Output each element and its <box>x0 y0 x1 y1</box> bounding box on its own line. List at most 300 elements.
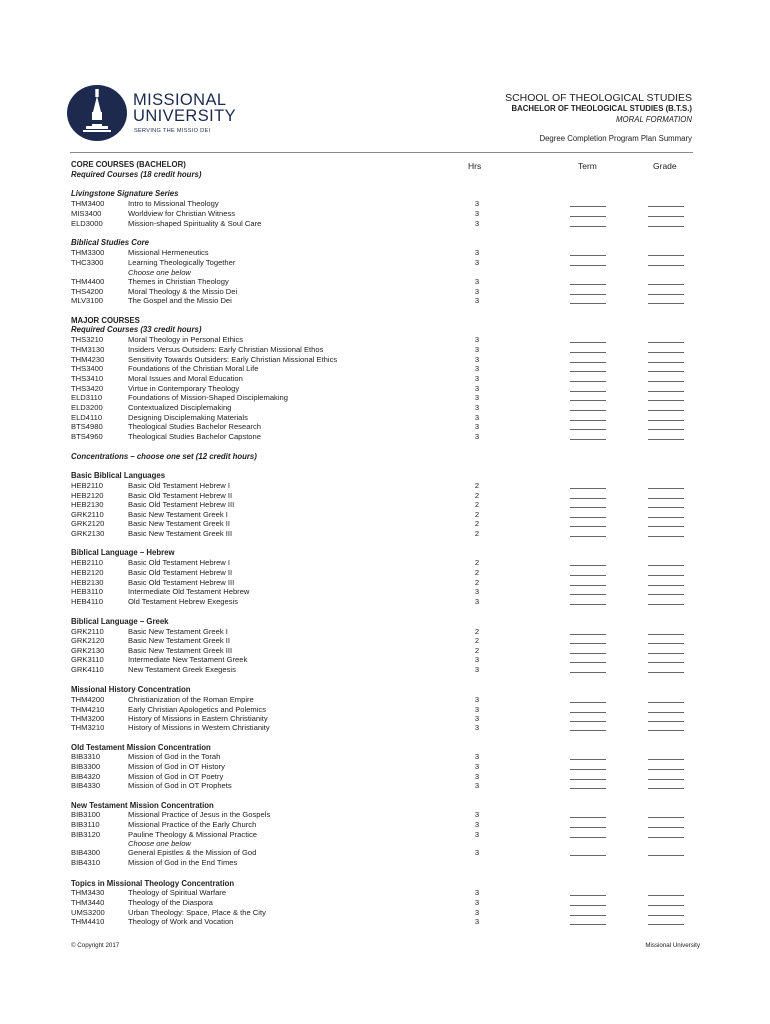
grade-blank-field[interactable] <box>648 393 684 401</box>
grade-blank-field[interactable] <box>648 908 684 916</box>
course-hours: 3 <box>474 830 480 839</box>
grade-blank-field[interactable] <box>648 364 684 372</box>
course-title: Intro to Missional Theology <box>128 199 219 208</box>
grade-blank-field[interactable] <box>648 287 684 295</box>
grade-blank-field[interactable] <box>648 695 684 703</box>
course-code: UMS3200 <box>71 908 105 917</box>
grade-blank-field[interactable] <box>648 529 684 537</box>
course-row <box>0 529 770 539</box>
course-code: HEB2120 <box>71 491 104 500</box>
course-hours: 2 <box>474 627 480 636</box>
course-code: HEB2120 <box>71 568 104 577</box>
course-title: Urban Theology: Space, Place & the City <box>128 908 266 917</box>
course-hours: 2 <box>474 558 480 567</box>
term-blank-field[interactable] <box>570 752 606 760</box>
course-hours: 3 <box>474 374 480 383</box>
course-title: Christianization of the Roman Empire <box>128 695 254 704</box>
term-blank-field[interactable] <box>570 335 606 343</box>
term-blank-field[interactable] <box>570 627 606 635</box>
course-code: GRK2120 <box>71 519 105 528</box>
course-hours: 3 <box>474 258 480 267</box>
course-code: THM4200 <box>71 695 105 704</box>
course-hours: 2 <box>474 500 480 509</box>
grade-blank-field[interactable] <box>648 762 684 770</box>
grade-blank-field[interactable] <box>648 627 684 635</box>
course-code: GRK2130 <box>71 529 105 538</box>
course-row <box>0 888 770 898</box>
course-row <box>0 781 770 791</box>
section-subheading: Required Courses (18 credit hours) <box>71 170 202 179</box>
choose-one-label: Choose one below <box>128 839 191 848</box>
course-row <box>0 917 770 927</box>
grade-blank-field[interactable] <box>648 597 684 605</box>
course-code: THM3300 <box>71 248 105 257</box>
term-blank-field[interactable] <box>570 199 606 207</box>
grade-blank-field[interactable] <box>648 296 684 304</box>
term-blank-field[interactable] <box>570 723 606 731</box>
term-blank-field[interactable] <box>570 364 606 372</box>
course-hours: 3 <box>474 345 480 354</box>
course-title: Virtue in Contemporary Theology <box>128 384 240 393</box>
course-title: Insiders Versus Outsiders: Early Christian Missional Ethos <box>128 345 324 354</box>
term-blank-field[interactable] <box>570 558 606 566</box>
section-subheading: Required Courses (33 credit hours) <box>71 325 202 334</box>
term-blank-field[interactable] <box>570 665 606 673</box>
logo-line1: MISSIONAL <box>133 91 227 109</box>
grade-blank-field[interactable] <box>648 219 684 227</box>
term-blank-field[interactable] <box>570 258 606 266</box>
course-hours: 3 <box>474 384 480 393</box>
course-hours: 2 <box>474 636 480 645</box>
grade-blank-field[interactable] <box>648 781 684 789</box>
course-hours: 2 <box>474 510 480 519</box>
term-blank-field[interactable] <box>570 355 606 363</box>
concentration-heading: New Testament Mission Concentration <box>71 801 214 810</box>
term-blank-field[interactable] <box>570 898 606 906</box>
course-row <box>0 597 770 607</box>
course-row <box>0 810 770 820</box>
term-blank-field[interactable] <box>570 888 606 896</box>
course-code: BIB3300 <box>71 762 101 771</box>
term-blank-field[interactable] <box>570 848 606 856</box>
course-code: HEB2110 <box>71 481 103 490</box>
term-blank-field[interactable] <box>570 422 606 430</box>
section-subheading: Livingstone Signature Series <box>71 189 179 198</box>
grade-blank-field[interactable] <box>648 568 684 576</box>
course-hours: 2 <box>474 519 480 528</box>
course-hours: 2 <box>474 529 480 538</box>
course-row <box>0 636 770 646</box>
course-code: THS3400 <box>71 364 104 373</box>
grade-blank-field[interactable] <box>648 374 684 382</box>
course-row <box>0 519 770 529</box>
course-hours: 3 <box>474 335 480 344</box>
term-blank-field[interactable] <box>570 519 606 527</box>
course-row <box>0 481 770 491</box>
school-title: SCHOOL OF THEOLOGICAL STUDIES <box>505 92 692 104</box>
course-code: GRK2130 <box>71 646 105 655</box>
term-blank-field[interactable] <box>570 500 606 508</box>
term-blank-field[interactable] <box>570 432 606 440</box>
term-blank-field[interactable] <box>570 287 606 295</box>
course-hours: 3 <box>474 364 480 373</box>
course-code: THM3130 <box>71 345 105 354</box>
course-code: THM4210 <box>71 705 105 714</box>
course-hours: 3 <box>474 209 480 218</box>
course-row <box>0 695 770 705</box>
course-title: Basic New Testament Greek II <box>128 519 230 528</box>
grade-blank-field[interactable] <box>648 413 684 421</box>
term-blank-field[interactable] <box>570 345 606 353</box>
term-blank-field[interactable] <box>570 491 606 499</box>
grade-blank-field[interactable] <box>648 277 684 285</box>
course-code: HEB4110 <box>71 597 103 606</box>
course-code: HEB3110 <box>71 587 103 596</box>
course-hours: 3 <box>474 413 480 422</box>
course-title: Basic New Testament Greek III <box>128 529 233 538</box>
course-title: Sensitivity Towards Outsiders: Early Christian Missional Ethics <box>128 355 338 364</box>
course-hours: 3 <box>474 848 480 857</box>
course-code: BTS4960 <box>71 432 103 441</box>
section-subheading: Concentrations – choose one set (12 credit hours) <box>71 452 257 461</box>
course-title: Basic New Testament Greek II <box>128 636 230 645</box>
course-row <box>0 655 770 665</box>
course-code: GRK2110 <box>71 510 104 519</box>
course-code: BTS4980 <box>71 422 103 431</box>
course-row <box>0 500 770 510</box>
plan-summary-title: Degree Completion Program Plan Summary <box>539 134 692 143</box>
term-blank-field[interactable] <box>570 762 606 770</box>
concentration-heading: Biblical Language – Greek <box>71 617 169 626</box>
course-hours: 3 <box>474 723 480 732</box>
grade-blank-field[interactable] <box>648 888 684 896</box>
term-blank-field[interactable] <box>570 655 606 663</box>
course-title: Mission of God in the Torah <box>128 752 221 761</box>
grade-blank-field[interactable] <box>648 491 684 499</box>
grade-blank-field[interactable] <box>648 820 684 828</box>
term-blank-field[interactable] <box>570 413 606 421</box>
course-row <box>0 820 770 830</box>
course-row <box>0 432 770 442</box>
concentration-heading: Old Testament Mission Concentration <box>71 743 211 752</box>
course-code: THM3210 <box>71 723 105 732</box>
term-blank-field[interactable] <box>570 374 606 382</box>
term-blank-field[interactable] <box>570 248 606 256</box>
grade-blank-field[interactable] <box>648 199 684 207</box>
course-title: Theological Studies Bachelor Capstone <box>128 432 261 441</box>
course-row <box>0 248 770 258</box>
term-blank-field[interactable] <box>570 636 606 644</box>
course-code: BIB4310 <box>71 858 101 867</box>
grade-blank-field[interactable] <box>648 646 684 654</box>
course-title: Mission-shaped Spirituality & Soul Care <box>128 219 262 228</box>
course-code: ELD3000 <box>71 219 103 228</box>
course-title: Mission of God in OT Prophets <box>128 781 232 790</box>
grade-blank-field[interactable] <box>648 481 684 489</box>
section-subheading: Biblical Studies Core <box>71 238 149 247</box>
course-hours: 2 <box>474 578 480 587</box>
term-blank-field[interactable] <box>570 772 606 780</box>
degree-title: BACHELOR OF THEOLOGICAL STUDIES (B.T.S.) <box>511 104 692 113</box>
section-heading: MAJOR COURSES <box>71 316 140 325</box>
course-code: THM3430 <box>71 888 105 897</box>
grade-blank-field[interactable] <box>648 519 684 527</box>
term-blank-field[interactable] <box>570 277 606 285</box>
course-title: Moral Theology & the Missio Dei <box>128 287 238 296</box>
course-hours: 3 <box>474 762 480 771</box>
term-blank-field[interactable] <box>570 714 606 722</box>
course-title: Early Christian Apologetics and Polemics <box>128 705 267 714</box>
course-hours: 2 <box>474 481 480 490</box>
course-title: Contextualized Disciplemaking <box>128 403 232 412</box>
course-hours: 3 <box>474 587 480 596</box>
course-code: HEB2110 <box>71 558 103 567</box>
course-code: BIB3110 <box>71 820 100 829</box>
course-code: THM3440 <box>71 898 105 907</box>
course-hours: 3 <box>474 277 480 286</box>
course-code: ELD4110 <box>71 413 103 422</box>
university-logo <box>66 84 236 142</box>
course-hours: 3 <box>474 597 480 606</box>
course-hours: 3 <box>474 296 480 305</box>
course-code: GRK3110 <box>71 655 104 664</box>
course-title: The Gospel and the Missio Dei <box>128 296 232 305</box>
course-row <box>0 568 770 578</box>
course-title: Missional Hermeneutics <box>128 248 209 257</box>
section-heading: CORE COURSES (BACHELOR) <box>71 160 186 169</box>
course-code: THS3210 <box>71 335 104 344</box>
grade-blank-field[interactable] <box>648 384 684 392</box>
course-hours: 3 <box>474 888 480 897</box>
course-title: Basic Old Testament Hebrew II <box>128 491 233 500</box>
course-row <box>0 296 770 306</box>
course-code: GRK2110 <box>71 627 104 636</box>
course-hours: 3 <box>474 219 480 228</box>
grade-blank-field[interactable] <box>648 723 684 731</box>
course-hours: 3 <box>474 917 480 926</box>
grade-blank-field[interactable] <box>648 510 684 518</box>
grade-blank-field[interactable] <box>648 587 684 595</box>
course-code: THM3400 <box>71 199 105 208</box>
course-code: THS3420 <box>71 384 104 393</box>
course-code: MLV3100 <box>71 296 103 305</box>
course-row <box>0 898 770 908</box>
course-row <box>0 848 770 858</box>
course-row <box>0 374 770 384</box>
grade-blank-field[interactable] <box>648 578 684 586</box>
course-hours: 3 <box>474 752 480 761</box>
course-code: GRK2120 <box>71 636 105 645</box>
course-title: Mission of God in the End Times <box>128 858 238 867</box>
course-code: HEB2130 <box>71 500 104 509</box>
term-blank-field[interactable] <box>570 705 606 713</box>
course-hours: 3 <box>474 355 480 364</box>
course-hours: 3 <box>474 422 480 431</box>
course-code: BIB4330 <box>71 781 101 790</box>
course-row <box>0 364 770 374</box>
course-title: Basic New Testament Greek III <box>128 646 233 655</box>
course-code: GRK4110 <box>71 665 104 674</box>
course-title: Mission of God in OT Poetry <box>128 772 224 781</box>
course-title: Basic Old Testament Hebrew III <box>128 578 235 587</box>
grade-blank-field[interactable] <box>648 248 684 256</box>
term-blank-field[interactable] <box>570 393 606 401</box>
course-code: BIB3310 <box>71 752 101 761</box>
grade-blank-field[interactable] <box>648 772 684 780</box>
course-row <box>0 558 770 568</box>
header-divider <box>70 152 693 153</box>
grade-blank-field[interactable] <box>648 403 684 411</box>
course-row <box>0 403 770 413</box>
course-title: Basic Old Testament Hebrew II <box>128 568 233 577</box>
course-hours: 3 <box>474 665 480 674</box>
course-hours: 3 <box>474 898 480 907</box>
course-hours: 3 <box>474 714 480 723</box>
footer-copyright: © Copyright 2017 <box>71 942 120 949</box>
course-row <box>0 422 770 432</box>
course-code: BIB3100 <box>71 810 101 819</box>
term-blank-field[interactable] <box>570 209 606 217</box>
course-row <box>0 277 770 287</box>
grade-blank-field[interactable] <box>648 500 684 508</box>
course-hours: 3 <box>474 820 480 829</box>
course-hours: 3 <box>474 432 480 441</box>
grade-blank-field[interactable] <box>648 422 684 430</box>
term-blank-field[interactable] <box>570 384 606 392</box>
grade-blank-field[interactable] <box>648 558 684 566</box>
grade-blank-field[interactable] <box>648 258 684 266</box>
grade-blank-field[interactable] <box>648 432 684 440</box>
term-blank-field[interactable] <box>570 578 606 586</box>
course-code: BIB4300 <box>71 848 101 857</box>
course-code: ELD3200 <box>71 403 103 412</box>
course-title: Basic Old Testament Hebrew I <box>128 481 230 490</box>
term-blank-field[interactable] <box>570 481 606 489</box>
grade-blank-field[interactable] <box>648 898 684 906</box>
course-title: Theology of Work and Vocation <box>128 917 234 926</box>
course-hours: 3 <box>474 248 480 257</box>
course-title: Theology of Spiritual Warfare <box>128 888 227 897</box>
course-row <box>0 858 770 868</box>
term-blank-field[interactable] <box>570 810 606 818</box>
grade-blank-field[interactable] <box>648 917 684 925</box>
course-title: Worldview for Christian Witness <box>128 209 236 218</box>
grade-blank-field[interactable] <box>648 830 684 838</box>
term-blank-field[interactable] <box>570 587 606 595</box>
term-blank-field[interactable] <box>570 529 606 537</box>
course-hours: 3 <box>474 908 480 917</box>
term-blank-field[interactable] <box>570 568 606 576</box>
grade-blank-field[interactable] <box>648 848 684 856</box>
grade-blank-field[interactable] <box>648 705 684 713</box>
grade-blank-field[interactable] <box>648 345 684 353</box>
course-title: Intermediate New Testament Greek <box>128 655 248 664</box>
course-row <box>0 345 770 355</box>
course-title: Basic Old Testament Hebrew I <box>128 558 230 567</box>
course-code: ELD3110 <box>71 393 103 402</box>
choose-one-label: Choose one below <box>128 268 191 277</box>
course-code: HEB2130 <box>71 578 104 587</box>
course-title: Learning Theologically Together <box>128 258 236 267</box>
logo-emblem-icon <box>66 84 128 142</box>
course-title: General Epistles & the Mission of God <box>128 848 257 857</box>
logo-tagline: SERVING THE MISSIO DEI <box>134 128 211 134</box>
course-title: Basic New Testament Greek I <box>128 627 228 636</box>
concentration-heading: Biblical Language – Hebrew <box>71 548 175 557</box>
grade-blank-field[interactable] <box>648 209 684 217</box>
concentration-heading: Basic Biblical Languages <box>71 471 166 480</box>
course-title: Old Testament Hebrew Exegesis <box>128 597 239 606</box>
course-title: Basic Old Testament Hebrew III <box>128 500 235 509</box>
course-hours: 3 <box>474 695 480 704</box>
course-code: BIB3120 <box>71 830 101 839</box>
course-row <box>0 665 770 675</box>
course-hours: 3 <box>474 655 480 664</box>
logo-line2: UNIVERSITY <box>133 107 237 125</box>
grade-blank-field[interactable] <box>648 335 684 343</box>
term-blank-field[interactable] <box>570 403 606 411</box>
course-title: Basic New Testament Greek I <box>128 510 228 519</box>
term-blank-field[interactable] <box>570 917 606 925</box>
course-title: Foundations of Mission-Shaped Disciplemaking <box>128 393 288 402</box>
course-code: THM4400 <box>71 277 105 286</box>
course-hours: 2 <box>474 646 480 655</box>
course-row <box>0 752 770 762</box>
course-title: Intermediate Old Testament Hebrew <box>128 587 250 596</box>
course-title: History of Missions in Eastern Christianity <box>128 714 268 723</box>
grade-blank-field[interactable] <box>648 810 684 818</box>
course-code: MIS3400 <box>71 209 102 218</box>
course-row <box>0 723 770 733</box>
course-hours: 3 <box>474 781 480 790</box>
term-blank-field[interactable] <box>570 296 606 304</box>
course-title: New Testament Greek Exegesis <box>128 665 236 674</box>
course-hours: 3 <box>474 403 480 412</box>
course-code: THC3300 <box>71 258 104 267</box>
course-code: THS4200 <box>71 287 104 296</box>
term-blank-field[interactable] <box>570 820 606 828</box>
course-row <box>0 219 770 229</box>
course-hours: 3 <box>474 287 480 296</box>
course-hours: 3 <box>474 199 480 208</box>
term-blank-field[interactable] <box>570 781 606 789</box>
column-grade: Grade <box>653 161 677 171</box>
track-title: MORAL FORMATION <box>616 115 692 124</box>
grade-blank-field[interactable] <box>648 355 684 363</box>
term-blank-field[interactable] <box>570 219 606 227</box>
grade-blank-field[interactable] <box>648 665 684 673</box>
term-blank-field[interactable] <box>570 695 606 703</box>
term-blank-field[interactable] <box>570 597 606 605</box>
term-blank-field[interactable] <box>570 830 606 838</box>
term-blank-field[interactable] <box>570 510 606 518</box>
term-blank-field[interactable] <box>570 646 606 654</box>
term-blank-field[interactable] <box>570 908 606 916</box>
course-hours: 3 <box>474 393 480 402</box>
course-hours: 3 <box>474 772 480 781</box>
course-hours: 3 <box>474 705 480 714</box>
course-hours: 2 <box>474 491 480 500</box>
course-code: THS3410 <box>71 374 104 383</box>
course-title: Moral Theology in Personal Ethics <box>128 335 244 344</box>
grade-blank-field[interactable] <box>648 636 684 644</box>
course-title: Theology of the Diaspora <box>128 898 213 907</box>
grade-blank-field[interactable] <box>648 752 684 760</box>
course-code: THM4410 <box>71 917 105 926</box>
grade-blank-field[interactable] <box>648 714 684 722</box>
column-hrs: Hrs <box>468 161 482 171</box>
grade-blank-field[interactable] <box>648 655 684 663</box>
